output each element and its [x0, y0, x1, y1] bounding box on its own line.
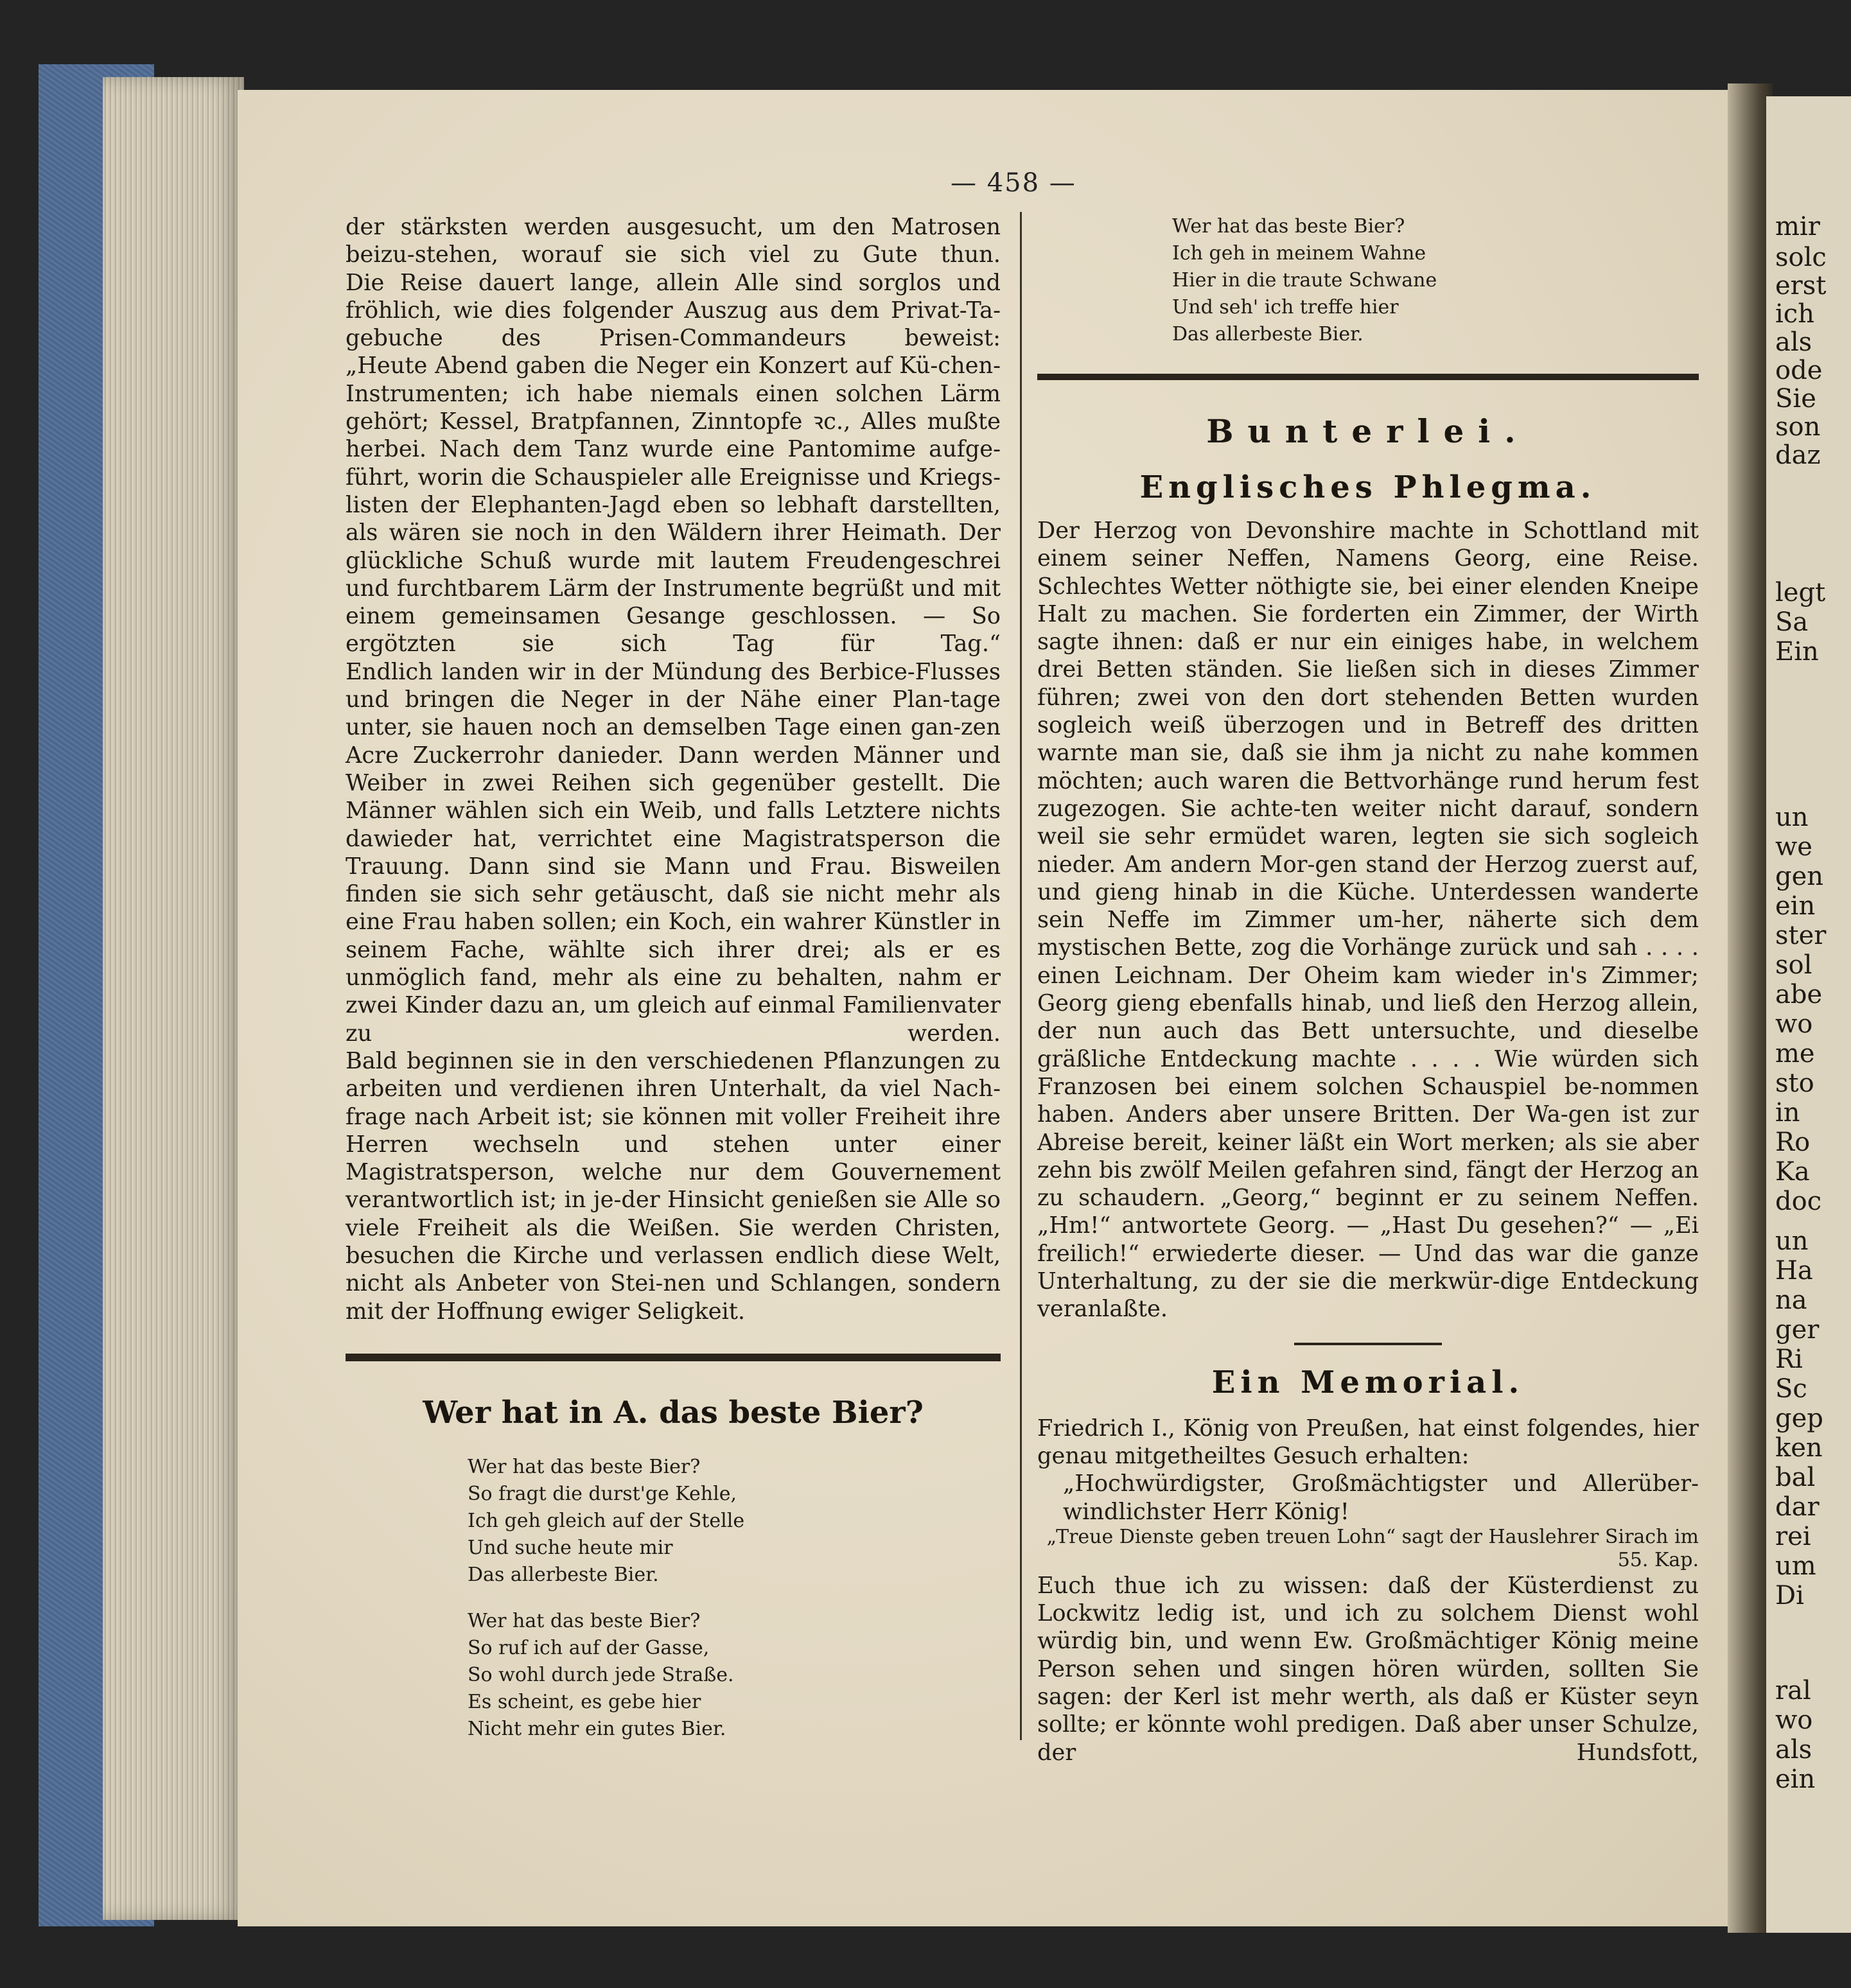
facing-page-fragment: un — [1775, 803, 1809, 832]
facing-page-fragment: solc — [1775, 243, 1827, 272]
facing-page-fragment: Sc — [1775, 1374, 1807, 1404]
poem-line: Wer hat das beste Bier? — [468, 1455, 701, 1478]
poem-stanza-3 — [1037, 213, 1699, 348]
facing-page-fragment: me — [1775, 1039, 1815, 1068]
poem-line: So wohl durch jede Straße. — [468, 1663, 734, 1686]
facing-page-fragment: als — [1775, 1735, 1812, 1765]
page-number: — 458 — — [951, 168, 1076, 198]
facing-page-fragment: ral — [1775, 1676, 1811, 1705]
section-rule — [346, 1354, 1001, 1361]
facing-page-fragment: ein — [1775, 891, 1816, 921]
article-2-address: „Hochwürdigster, Großmächtigster und Allerüber-windlichster Herr König! — [1063, 1470, 1699, 1525]
poem-line: Wer hat das beste Bier? — [1172, 215, 1405, 238]
facing-page-fragment: erst — [1775, 271, 1827, 301]
facing-page-fragment: abe — [1775, 980, 1823, 1009]
poem-line: Nicht mehr ein gutes Bier. — [468, 1717, 726, 1740]
poem-line: Ich geh gleich auf der Stelle — [468, 1509, 745, 1532]
facing-page-fragment: rei — [1775, 1522, 1811, 1551]
facing-page-fragment: ster — [1775, 921, 1827, 950]
page-block-edges — [103, 77, 244, 1920]
facing-page-fragment: wo — [1775, 1705, 1813, 1735]
poem-line: So fragt die durst'ge Kehle, — [468, 1482, 737, 1505]
section-rule — [1037, 374, 1699, 380]
facing-page-fragment: gen — [1775, 862, 1824, 891]
facing-page-fragment: sto — [1775, 1068, 1814, 1098]
facing-page-fragment: wo — [1775, 1009, 1813, 1039]
poem-line: Ich geh in meinem Wahne — [1172, 242, 1426, 265]
facing-page-fragment: Sa — [1775, 607, 1809, 637]
paragraph-3-quote: „Heute Abend gaben die Neger ein Konzert auf Kü-chen-Instrumenten; ich habe niemals einen solchen Lärm gehört; Kessel, Bratpfannen, Zinntopfe ꝛc., Alles mußte herbei. Nach dem Tanz wurde eine Pantomime aufge-führt, worin die Schauspieler alle Ereignisse und Kriegs-listen der Elephanten-Jagd eben so lebhaft darstellten, als wären sie noch in den Wäldern ihrer Heimath. Der glückliche Schuß wurde mit lautem Freudengeschrei und furchtbarem Lärm der Instrumente begrüßt und mit einem gemeinsamen Gesange geschlossen. — So ergötzten sie sich Tag für Tag.“ — [346, 353, 1001, 658]
poem-line: Und suche heute mir — [468, 1536, 673, 1559]
article-title-1: Englisches Phlegma. — [1139, 469, 1597, 505]
facing-page-fragment: in — [1775, 1098, 1800, 1128]
section-title: Bunterlei. — [1206, 412, 1530, 450]
facing-page — [1766, 96, 1851, 1933]
facing-page-fragment: Ri — [1775, 1345, 1803, 1374]
article-1-text: Der Herzog von Devonshire machte in Schottland mit einem seiner Neffen, Namens Georg, eine Reise. Schlechtes Wetter nöthigte sie, bei einer elenden Kneipe Halt zu machen. Sie forderten ein Zimmer, der Wirth sagte ihnen: daß er nur ein einiges habe, in welchem drei Betten ständen. Sie ließen sich in dieses Zimmer führen; zwei von den dort stehenden Betten wurden sogleich weiß überzogen und in Betreff des dritten warnte man sie, daß sie ihm ja nicht zu nahe kommen möchten; auch waren die Bettvorhänge rund herum fest zugezogen. Sie achte-ten weiter nicht darauf, sondern weil sie sehr ermüdet waren, legten sie sich sogleich nieder. Am andern Mor-gen stand der Herzog zuerst auf, und gieng hinab in die Küche. Unterdessen wanderte sein Neffe im Zimmer um-her, näherte sich dem mystischen Bette, zog die Vorhänge zurück und sah . . . . einen Leichnam. Der Oheim kam wieder in's Zimmer; Georg gieng ebenfalls hinab, und ließ den Herzog allein, der nun auch das Bett untersuchte, und dieselbe gräßliche Entdeckung machte . . . . Wie würden sich Franzosen bei einem solchen Schauspiel be-nommen haben. Anders aber unsere Britten. Der Wa-gen ist zur Abreise bereit, keiner läßt ein Wort merken; als sie aber zehn bis zwölf Meilen gefahren sind, fängt der Herzog an zu schaudern. „Georg,“ beginnt er zu seinem Neffen. „Hm!“ antwortete Georg. — „Hast Du gesehen?“ — „Ei freilich!“ erwiederte dieser. — Und das war die ganze Unterhaltung, zu der sie die merkwür-dige Entdeckung veranlaßte. — [1037, 518, 1699, 1323]
facing-page-fragment: Ein — [1775, 637, 1819, 667]
poem-title: Wer hat in A. das beste Bier? — [423, 1394, 924, 1431]
poem-line: Und seh' ich treffe hier — [1172, 296, 1399, 318]
facing-page-fragment: ein — [1775, 1765, 1816, 1794]
facing-page-fragment: Ha — [1775, 1256, 1813, 1286]
poem-line: Hier in die traute Schwane — [1172, 269, 1437, 292]
facing-page-fragment: gep — [1775, 1404, 1823, 1433]
article-2-intro: Friedrich I., König von Preußen, hat einst folgendes, hier genau mitgetheiltes Gesuch erhalten: — [1037, 1415, 1699, 1469]
facing-page-fragment: Di — [1775, 1581, 1804, 1610]
paragraph-4: Endlich landen wir in der Mündung des Berbice-Flusses und bringen die Neger in der Nähe einer Plan-tage unter, sie hauen noch an demselben Tage einen gan-zen Acre Zuckerrohr danieder. Dann werden Männer und Weiber in zwei Reihen sich gegenüber gestellt. Die Männer wählen sich ein Weib, und falls Letztere nichts dawieder hat, verrichtet eine Magistratsperson die Trauung. Dann sind sie Mann und Frau. Bisweilen finden sie sich sehr getäuscht, daß sie nicht mehr als eine Frau haben sollen; ein Koch, ein wahrer Künstler in seinem Fache, wählte sich ihrer drei; als er es unmöglich fand, mehr als eine zu behalten, nahm er zwei Kinder dazu an, um gleich auf einmal Familienvater zu werden. — [346, 658, 1001, 1047]
facing-page-fragment: Ro — [1775, 1128, 1811, 1157]
poem-line: Das allerbeste Bier. — [468, 1563, 659, 1586]
article-2-text: Euch thue ich zu wissen: daß der Küsterdienst zu Lockwitz ledig ist, und ich zu solchem Dienst wohl würdig bin, und wenn Ew. Großmächtiger König meine Person sehen und singen hören würden, sollten Sie sagen: der Kerl ist mehr werth, als daß er Küster seyn sollte; er könnte wohl predigen. Daß aber unser Schulze, der Hundsfott, — [1037, 1572, 1699, 1766]
right-column — [1037, 213, 1699, 1766]
facing-page-fragment: doc — [1775, 1187, 1822, 1216]
paragraph-2: Die Reise dauert lange, allein Alle sind sorglos und fröhlich, wie dies folgender Auszug aus dem Privat-Ta-gebuche des Prisen-Commandeurs beweist: — [346, 269, 1001, 352]
facing-page-fragment: sol — [1775, 950, 1812, 980]
poem-line: So ruf ich auf der Gasse, — [468, 1636, 710, 1659]
poem-line: Wer hat das beste Bier? — [468, 1609, 701, 1632]
facing-page-fragment: daz — [1775, 440, 1821, 470]
facing-page-fragment: Ka — [1775, 1157, 1810, 1187]
paragraph-5: Bald beginnen sie in den verschiedenen Pflanzungen zu arbeiten und verdienen ihren Unterhalt, da viel Nach-frage nach Arbeit ist; sie können mit voller Freiheit ihre Herren wechseln und stehen unter einer Magistratsperson, welche nur dem Gouvernement verantwortlich ist; in je-der Hinsicht genießen sie Alle so viele Freiheit als die Weißen. Sie werden Christen, besuchen die Kirche und verlassen endlich diese Welt, nicht als Anbeter von Stei-nen und Schlangen, sondern mit der Hoffnung ewiger Seligkeit. — [346, 1047, 1001, 1325]
facing-page-fragment: um — [1775, 1551, 1816, 1581]
article-2-motto: „Treue Dienste geben treuen Lohn“ sagt der Hauslehrer Sirach im 55. Kap. — [1046, 1525, 1699, 1571]
poem-stanza-1 — [346, 1454, 1001, 1589]
paragraph-1: der stärksten werden ausgesucht, um den Matrosen beizu-stehen, worauf sie sich viel zu Gute thun. — [346, 214, 1001, 268]
article-title-2: Ein Memorial. — [1211, 1364, 1525, 1400]
left-column — [346, 213, 1001, 1743]
facing-page-fragment: mir — [1775, 212, 1820, 241]
facing-page-fragment: ode — [1775, 356, 1823, 385]
facing-page-fragment: Sie — [1775, 384, 1816, 414]
facing-page-fragment: ger — [1775, 1315, 1820, 1345]
facing-page-fragment: ken — [1775, 1433, 1823, 1463]
facing-page-fragment: als — [1775, 327, 1812, 357]
facing-page-fragment: we — [1775, 832, 1812, 862]
column-divider — [1020, 212, 1022, 1740]
facing-page-fragment: bal — [1775, 1463, 1816, 1492]
poem-line: Es scheint, es gebe hier — [468, 1690, 701, 1713]
facing-page-fragment: son — [1775, 412, 1821, 442]
facing-page-fragment: un — [1775, 1226, 1809, 1256]
facing-page-fragment: legt — [1775, 578, 1826, 607]
facing-page-fragment: na — [1775, 1286, 1807, 1315]
poem-line: Das allerbeste Bier. — [1172, 323, 1364, 345]
facing-page-fragment: dar — [1775, 1492, 1820, 1522]
facing-page-fragment: ich — [1775, 299, 1814, 329]
poem-stanza-2 — [346, 1608, 1001, 1743]
